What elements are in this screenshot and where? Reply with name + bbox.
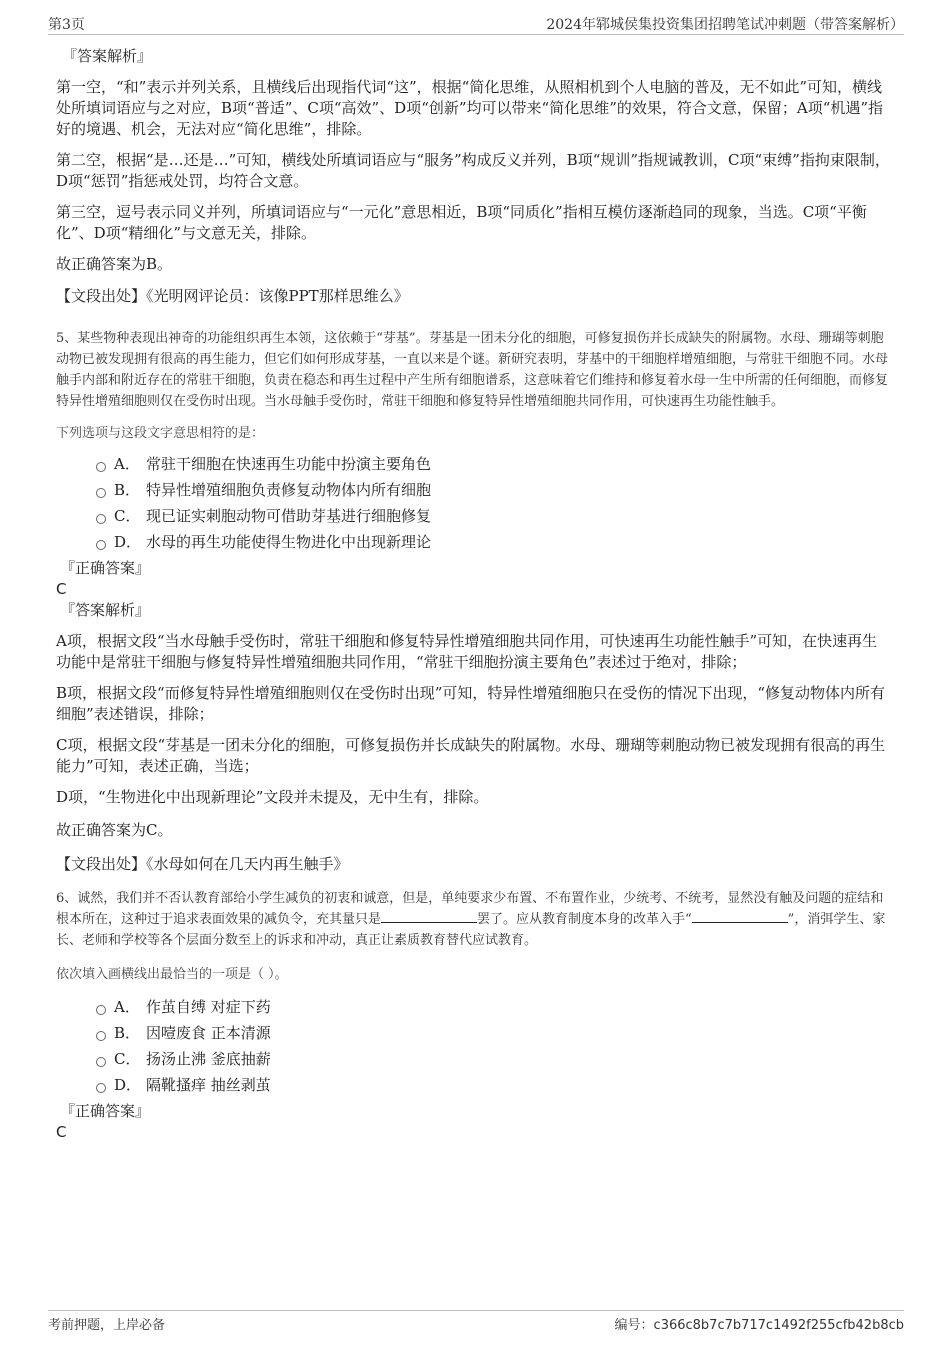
radio-icon[interactable] (96, 1005, 106, 1015)
question-stem: 6、诚然，我们并不否认教育部给小学生减负的初衷和诚意，但是，单纯要求少布置、不布置作业，少统考、不统考，显然没有触及问题的症结和根本所在，这种过于追求表面效果的减负令，充其量只是 罢了。应从教育制度本身的改革入手“ ”，消弭学生、家长、老师和学校等各个层面分数至上的诉求和冲动，真正让素质教育替代应试教育。 (56, 891, 886, 948)
radio-icon[interactable] (96, 1031, 106, 1041)
answer-conclusion: 故正确答案为C。 (56, 821, 173, 839)
passage-source: 【文段出处】《光明网评论员：该像PPT那样思维么》 (56, 287, 409, 305)
option-d[interactable]: D． 水母的再生功能使得生物进化中出现新理论 (96, 529, 890, 555)
answer-conclusion: 故正确答案为B。 (56, 255, 173, 273)
question-stem: 5、某些物种表现出神奇的功能组织再生本领，这依赖于“芽基”。芽基是一团未分化的细胞，可修复损伤并长成缺失的附属物。水母、珊瑚等刺胞动物已被发现拥有很高的再生能力，但它们如何形成芽基，一直以来是个谜。新研究表明，芽基中的干细胞样增殖细胞，与常驻干细胞不同。水母触手内部和附近存在的常驻干细胞，负责在稳态和再生过程中产生所有细胞谱系，这意味着它们维持和修复着水母一生中所需的任何细胞，而修复特异性增殖细胞则仅在受伤时出现。当水母触手受伤时，常驻干细胞和修复特异性增殖细胞共同作用，可快速再生功能性触手。 (56, 331, 889, 409)
correct-answer: C (56, 1123, 67, 1141)
analysis-paragraph: D项，“生物进化中出现新理论”文段并未提及，无中生有，排除。 (56, 788, 489, 806)
option-list (56, 994, 890, 1098)
radio-icon[interactable] (96, 1057, 106, 1067)
analysis-paragraph: 第三空，逗号表示同义并列，所填词语应与“一元化”意思相近，B项“同质化”指相互模仿逐渐趋同的现象，当选。C项“平衡化”、D项“精细化”与文意无关，排除。 (56, 203, 867, 242)
fill-blank (692, 910, 788, 923)
page-number: 第3页 (48, 17, 85, 33)
radio-icon[interactable] (96, 462, 106, 472)
question-prompt: 依次填入画横线出最恰当的一项是（ ）。 (56, 967, 288, 982)
radio-icon[interactable] (96, 514, 106, 524)
radio-icon[interactable] (96, 540, 106, 550)
passage-source: 【文段出处】《水母如何在几天内再生触手》 (56, 855, 349, 873)
radio-icon[interactable] (96, 1083, 106, 1093)
question-prompt: 下列选项与这段文字意思相符的是： (56, 426, 265, 441)
option-b[interactable]: B． 因噎废食 正本清源 (96, 1020, 890, 1046)
option-list (56, 451, 890, 555)
option-a[interactable]: A． 常驻干细胞在快速再生功能中扮演主要角色 (96, 451, 890, 477)
page-footer (48, 1310, 904, 1335)
option-c[interactable]: C． 扬汤止沸 釜底抽薪 (96, 1046, 890, 1072)
option-d[interactable]: D． 隔靴搔痒 抽丝剥茧 (96, 1072, 890, 1098)
radio-icon[interactable] (96, 488, 106, 498)
page-content (56, 45, 890, 1142)
analysis-tag: 『答案解析』 (60, 601, 151, 619)
analysis-paragraph: B项，根据文段“而修复特异性增殖细胞则仅在受伤时出现”可知，特异性增殖细胞只在受伤的情况下出现，“修复动物体内所有细胞”表述错误，排除； (56, 684, 886, 723)
option-c[interactable]: C． 现已证实刺胞动物可借助芽基进行细胞修复 (96, 503, 890, 529)
document-title: 2024年郓城侯集投资集团招聘笔试冲刺题（带答案解析） (546, 17, 904, 33)
correct-answer-tag: 『正确答案』 (60, 1102, 151, 1120)
option-b[interactable]: B． 特异性增殖细胞负责修复动物体内所有细胞 (96, 477, 890, 503)
analysis-paragraph: C项，根据文段“芽基是一团未分化的细胞，可修复损伤并长成缺失的附属物。水母、珊瑚等刺胞动物已被发现拥有很高的再生能力”可知，表述正确，当选； (56, 736, 886, 775)
analysis-paragraph: A项，根据文段“当水母触手受伤时，常驻干细胞和修复特异性增殖细胞共同作用，可快速再生功能性触手”可知，在快速再生功能中是常驻干细胞与修复特异性增殖细胞共同作用，“常驻干细胞扮演主要角色”表述过于绝对，排除； (56, 632, 878, 671)
document-code: 编号：c366c8b7c7b717c1492f255cfb42b8cb (614, 1318, 904, 1333)
analysis-tag: 『答案解析』 (62, 47, 153, 65)
analysis-paragraph: 第一空，“和”表示并列关系，且横线后出现指代词“这”，根据“简化思维，从照相机到个人电脑的普及，无不如此”可知，横线处所填词语应与之对应，B项“普适”、C项“高效”、D项“创新”均可以带来“简化思维”的效果，符合文意，保留；A项“机遇”指好的境遇、机会，无法对应“简化思维”，排除。 (56, 78, 884, 138)
fill-blank (381, 910, 477, 923)
analysis-paragraph: 第二空，根据“是…还是…”可知，横线处所填词语应与“服务”构成反义并列，B项“规训”指规诫教训，C项“束缚”指拘束限制，D项“惩罚”指惩戒处罚，均符合文意。 (56, 151, 890, 190)
correct-answer: C (56, 580, 67, 598)
footer-slogan: 考前押题，上岸必备 (48, 1318, 166, 1333)
option-a[interactable]: A． 作茧自缚 对症下药 (96, 994, 890, 1020)
correct-answer-tag: 『正确答案』 (60, 559, 151, 577)
page-header (48, 12, 904, 35)
